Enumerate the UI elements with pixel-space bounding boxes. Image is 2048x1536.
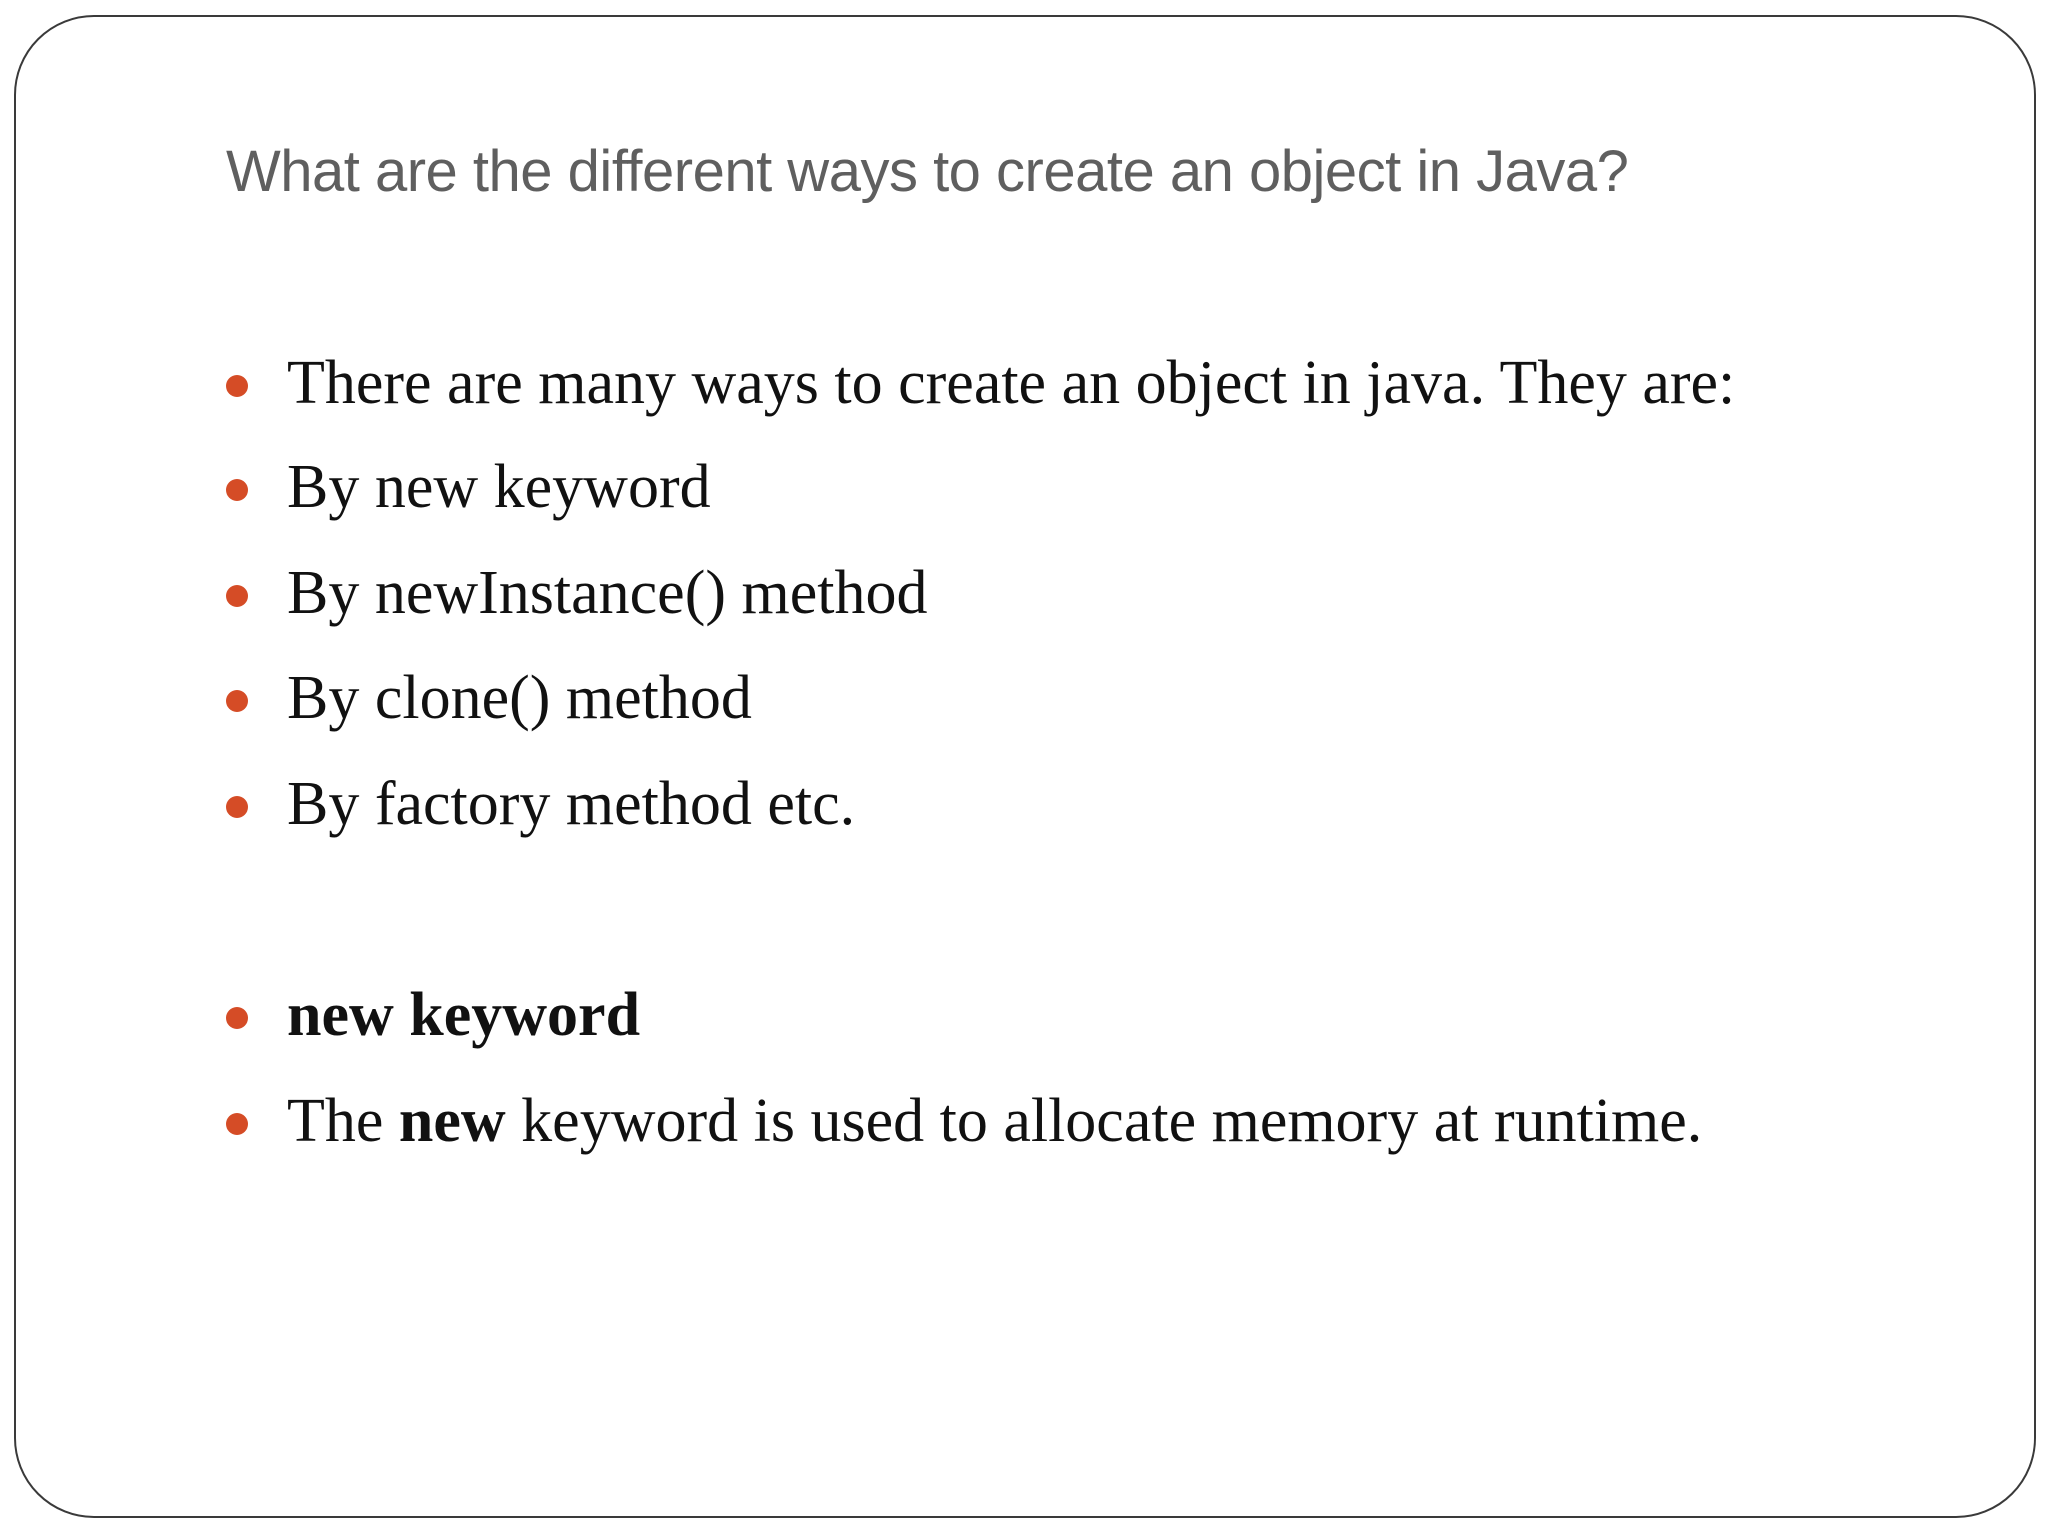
list-item: [226, 452, 711, 523]
bullet-icon: [226, 690, 248, 712]
bullet-icon: [226, 375, 248, 397]
bullet-icon: [226, 1113, 248, 1135]
list-item: [226, 558, 927, 629]
bullet-heading: new keyword: [287, 981, 641, 1049]
bullet-icon: [226, 1007, 248, 1029]
bullet-text-post: keyword is used to allocate memory at runtime.: [505, 1087, 1703, 1155]
list-item: [226, 769, 855, 840]
slide-title: What are the different ways to create an object in Java?: [226, 139, 1629, 204]
list-item: [226, 1086, 1702, 1157]
bullet-text-pre: The: [287, 1087, 399, 1155]
bullet-text: There are many ways to create an object in java. They are:: [287, 349, 1736, 417]
list-item: [226, 980, 640, 1051]
bullet-icon: [226, 479, 248, 501]
bullet-text: By new keyword: [287, 453, 711, 521]
bullet-text: By newInstance() method: [287, 559, 928, 627]
bullet-text-bold: new: [398, 1087, 506, 1155]
bullet-text: By clone() method: [287, 664, 752, 732]
bullet-icon: [226, 796, 248, 818]
slide-frame: [14, 15, 2036, 1518]
list-item: [226, 348, 1735, 419]
list-item: [226, 663, 752, 734]
bullet-text: By factory method etc.: [287, 770, 856, 838]
bullet-text: [287, 1086, 1702, 1157]
bullet-icon: [226, 585, 248, 607]
